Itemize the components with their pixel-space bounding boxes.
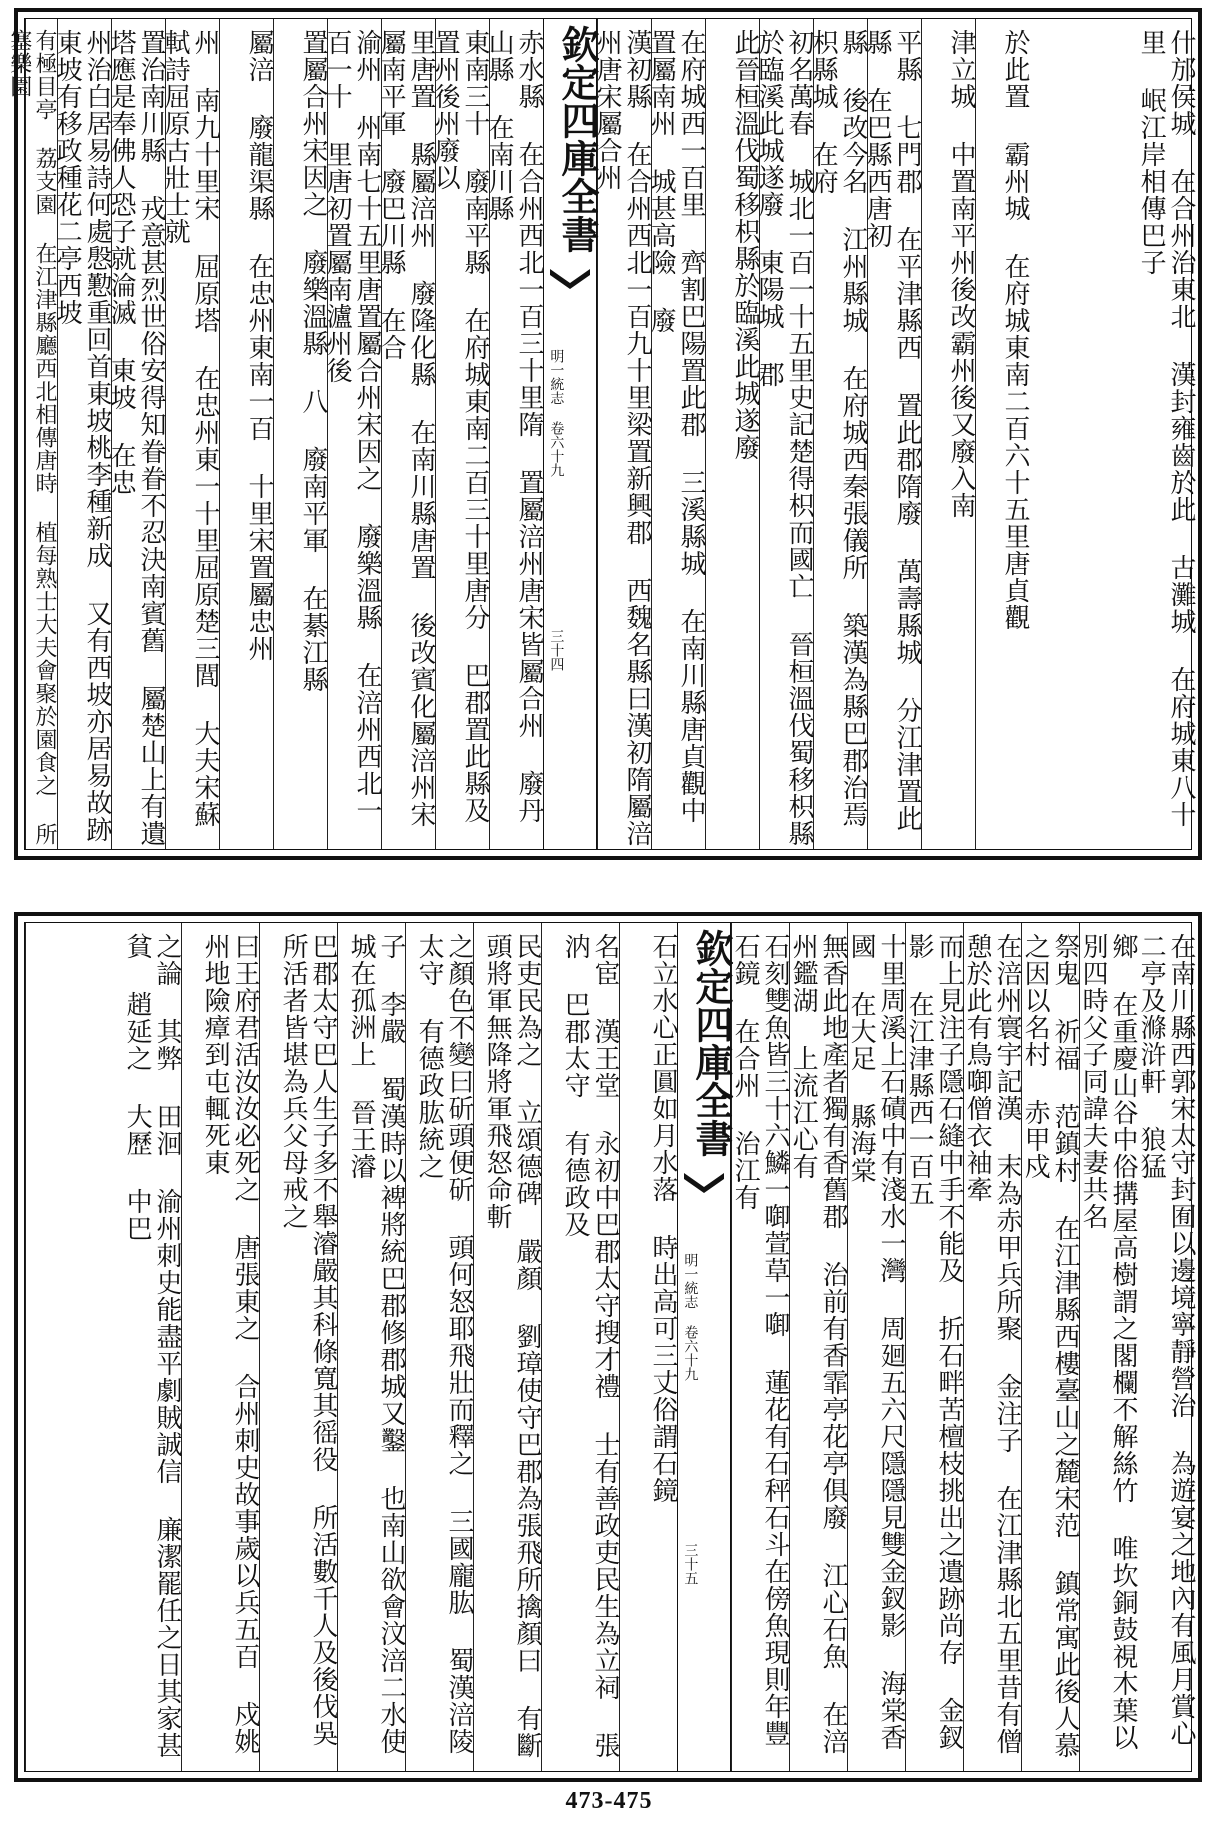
text-column (1029, 19, 1195, 849)
column-text: 州治白居易詩何處慇懃重回首東坡桃李種新成 又有西坡亦居易故跡東坡有移政種花二亭西坡 (52, 29, 112, 843)
volume-label: 明一統志 卷六十九 (682, 1253, 699, 1381)
text-column (921, 19, 975, 849)
column-text: 鄉 在重慶山谷中俗搆屋高樹謂之閣欄不解絲竹 唯坎銅鼓視木葉以別四時父子同諱夫妻共名 (1078, 933, 1138, 1751)
column-text: 津立城 中置南平州後改霸州後又廢入南 (946, 29, 976, 519)
text-column (592, 19, 652, 849)
column-text: 什邡侯城 在合州治東北 漢封雍齒於此 古灘城 在府城東八十里 岷江岸相傳巴子 (1136, 29, 1196, 828)
text-column (376, 19, 436, 849)
text-column (430, 19, 490, 849)
column-text: 之論 其弊 田洄 渝州刺史能盡平劇賊誠信 廉潔罷任之日其家甚貧 趙延之 大歷 中巴 (122, 933, 182, 1759)
text-column (484, 19, 544, 849)
text-column (1137, 923, 1195, 1771)
volume-label: 明一統志 卷六十九 (548, 349, 565, 477)
center-spine (543, 19, 600, 849)
text-column (181, 923, 259, 1771)
center-spine (677, 923, 734, 1771)
text-column (1079, 923, 1137, 1771)
page-number: 三十五 (682, 1543, 699, 1585)
text-column (473, 923, 541, 1771)
column-text: 赤水縣 在合州西北一百三十里隋 置屬涪州唐宋皆屬合州 廢丹山縣 在南川縣 (484, 29, 544, 824)
page-range-footer: 473-475 (565, 1788, 653, 1814)
text-column (52, 19, 112, 849)
column-text: 有極目亭 荔支園 在江津縣廳西北相傳唐時 植每熟士大夫會聚於園食之 所 塞樂園 (6, 29, 57, 846)
book-title: 欽定四庫全書 (555, 25, 600, 253)
column-text: 在南川縣西郭宋太守封囿以邊境寧靜營治 為遊宴之地內有風月賞心二亭及滌浒軒 狼猛 (1136, 933, 1196, 1747)
column-text: 民吏民為之 立頌德碑 嚴顏 劉璋使守巴郡為張飛所擒顏曰 有斷頭將軍無降將軍飛怒命斬 (482, 933, 542, 1759)
lower-page-panel (14, 912, 1202, 1782)
text-column (541, 923, 619, 1771)
column-text: 無香此地產者獨有香舊郡 治前有香霏亭花亭俱廢 江心石魚 在涪州鑑湖 上流江心有 (788, 933, 848, 1755)
text-column (6, 19, 57, 849)
text-column (963, 923, 1021, 1771)
column-text: 於此置 霸州城 在府城東南二百六十五里唐貞觀 (1000, 29, 1030, 631)
text-column (219, 19, 273, 849)
column-text: 石立水心正圓如月水落 時出高可三丈俗謂石鏡 (648, 933, 678, 1504)
column-text: 而上見注子隱石縫中手不能及 折石畔苦檀枝挑出之遺跡尚存 金釵影 在江津縣西一百五 (904, 933, 964, 1751)
text-column (25, 923, 181, 1771)
column-text: 曰王府君活汝汝必死之 唐張東之 合州刺史故事歲以兵五百 戍姚州地險瘴到屯輒死東 (200, 933, 260, 1755)
text-column (975, 19, 1029, 849)
text-column (754, 19, 814, 849)
column-text: 里唐置 縣屬涪州 廢隆化縣 在南川縣唐置 後改賓化屬涪州宋屬南平軍 廢巴川縣 在合 (376, 29, 436, 828)
column-text: 祭鬼 祈福 范鎮村 在江津縣西樓臺山之麓宋范 鎮常寓此後人慕之因以名村 赤甲戍 (1020, 933, 1080, 1759)
column-text: 漢初縣 在合州西北一百九十里梁置新興郡 西魏名縣曰漢初隋屬涪州唐宋屬合州 (592, 29, 652, 847)
upper-page-panel (6, 8, 1202, 860)
text-column (862, 19, 922, 849)
column-text: 東南三十 廢南平縣 在府城東南二百三十里唐分 巴郡置此縣及置州後州廢以 (430, 29, 490, 824)
text-column (789, 923, 847, 1771)
column-text: 之顏色不變曰斫頭便斫 頭何怒耶飛壯而釋之 三國龐肱 蜀漢涪陵太守 有德政肱統之 (414, 933, 474, 1755)
column-text: 名宦 漢王堂 永初中巴郡太守搜才禮 士有善政吏民生為立祠 張汭 巴郡太守 有德政及 (560, 933, 620, 1759)
column-text: 十里周溪上石磧中有淺水一灣 周廻五六尺隱隱見雙金釵影 海棠香國 在大足 縣海棠 (846, 933, 906, 1751)
text-column (847, 923, 905, 1771)
column-text: 在涪州寰宇記漢 末為赤甲兵所聚 金注子 在江津縣北五里昔有僧 憩於此有鳥啣僧衣袖牽 (962, 933, 1022, 1755)
book-title: 欽定四庫全書 (689, 929, 734, 1157)
text-column (731, 923, 789, 1771)
column-text: 初名萬春 城北一百一十五里史記楚得枳而國亡 晉桓溫伐蜀移枳縣於臨溪此城遂廢 東陽城 郡 (754, 29, 814, 847)
column-text: 縣 後改今名 江州縣城 在府城西秦張儀所 築漢為縣巴郡治焉 枳縣城 在府 (808, 29, 868, 828)
fish-tail-mark-icon (684, 1169, 724, 1193)
text-column (905, 923, 963, 1771)
page-number: 三十四 (548, 629, 565, 671)
column-text: 石刻雙魚皆三十六鱗一啣萱草一啣 蓮花有石秤石斗在傍魚現則年豐 石鏡 在合州 治江有 (730, 933, 790, 1747)
lower-page-frame (24, 922, 1196, 1772)
text-column (273, 19, 327, 849)
text-column (259, 923, 337, 1771)
text-column (1021, 923, 1079, 1771)
text-column (619, 923, 677, 1771)
column-text: 置屬合州宋因之 廢樂溫縣 八 廢南平軍 在綦江縣 (298, 29, 328, 693)
text-column (106, 19, 166, 849)
text-column (808, 19, 868, 849)
upper-page-frame (6, 18, 1196, 850)
column-text: 平縣 七門郡 在平津縣西 置此郡隋廢 萬壽縣城 分江津置此縣 在巴縣西唐初 (862, 29, 922, 832)
text-column (405, 923, 473, 1771)
column-text: 此晉桓溫伐蜀移枳縣於臨溪此城遂廢 (730, 29, 760, 461)
column-text: 巴郡太守巴人生子多不舉濬嚴其科條寬其徭役 所活數千人及後伐吳所活者皆堪為兵父母戒之 (278, 933, 338, 1747)
text-column (337, 923, 405, 1771)
text-column (160, 19, 220, 849)
column-text: 州 南九十里宋 屈原塔 在忠州東一十里屈原楚三閭 大夫宋蘇軾詩屈原古壯士就 (160, 29, 220, 828)
column-text: 屬涪 廢龍渠縣 在忠州東南一百 十里宋置屬忠州 (244, 29, 274, 662)
column-text: 在府城西一百里 齊割巴陽置此郡 三溪縣城 在南川縣唐貞觀中 置屬南州 城甚高險 廢 (646, 29, 706, 824)
column-text: 渝州 州南七十五里唐置屬合州宋因之 廢樂溫縣 在涪州西北一百一十 里唐初置屬南瀘州後 (322, 29, 382, 824)
text-column (705, 19, 759, 849)
column-text: 子 李嚴 蜀漢時以裨將統巴郡修郡城又鑿 也南山欲會汶涪二水使城在孤洲上 晉王濬 (346, 933, 406, 1755)
text-column (646, 19, 706, 849)
text-column (322, 19, 382, 849)
column-text: 置治南川縣 戎意甚烈世俗安得知眷眷不忍決南賓舊 屬楚山上有遺塔應是奉佛人恐子就淪滅 東坡 在忠 (106, 29, 166, 847)
fish-tail-mark-icon (550, 265, 590, 289)
